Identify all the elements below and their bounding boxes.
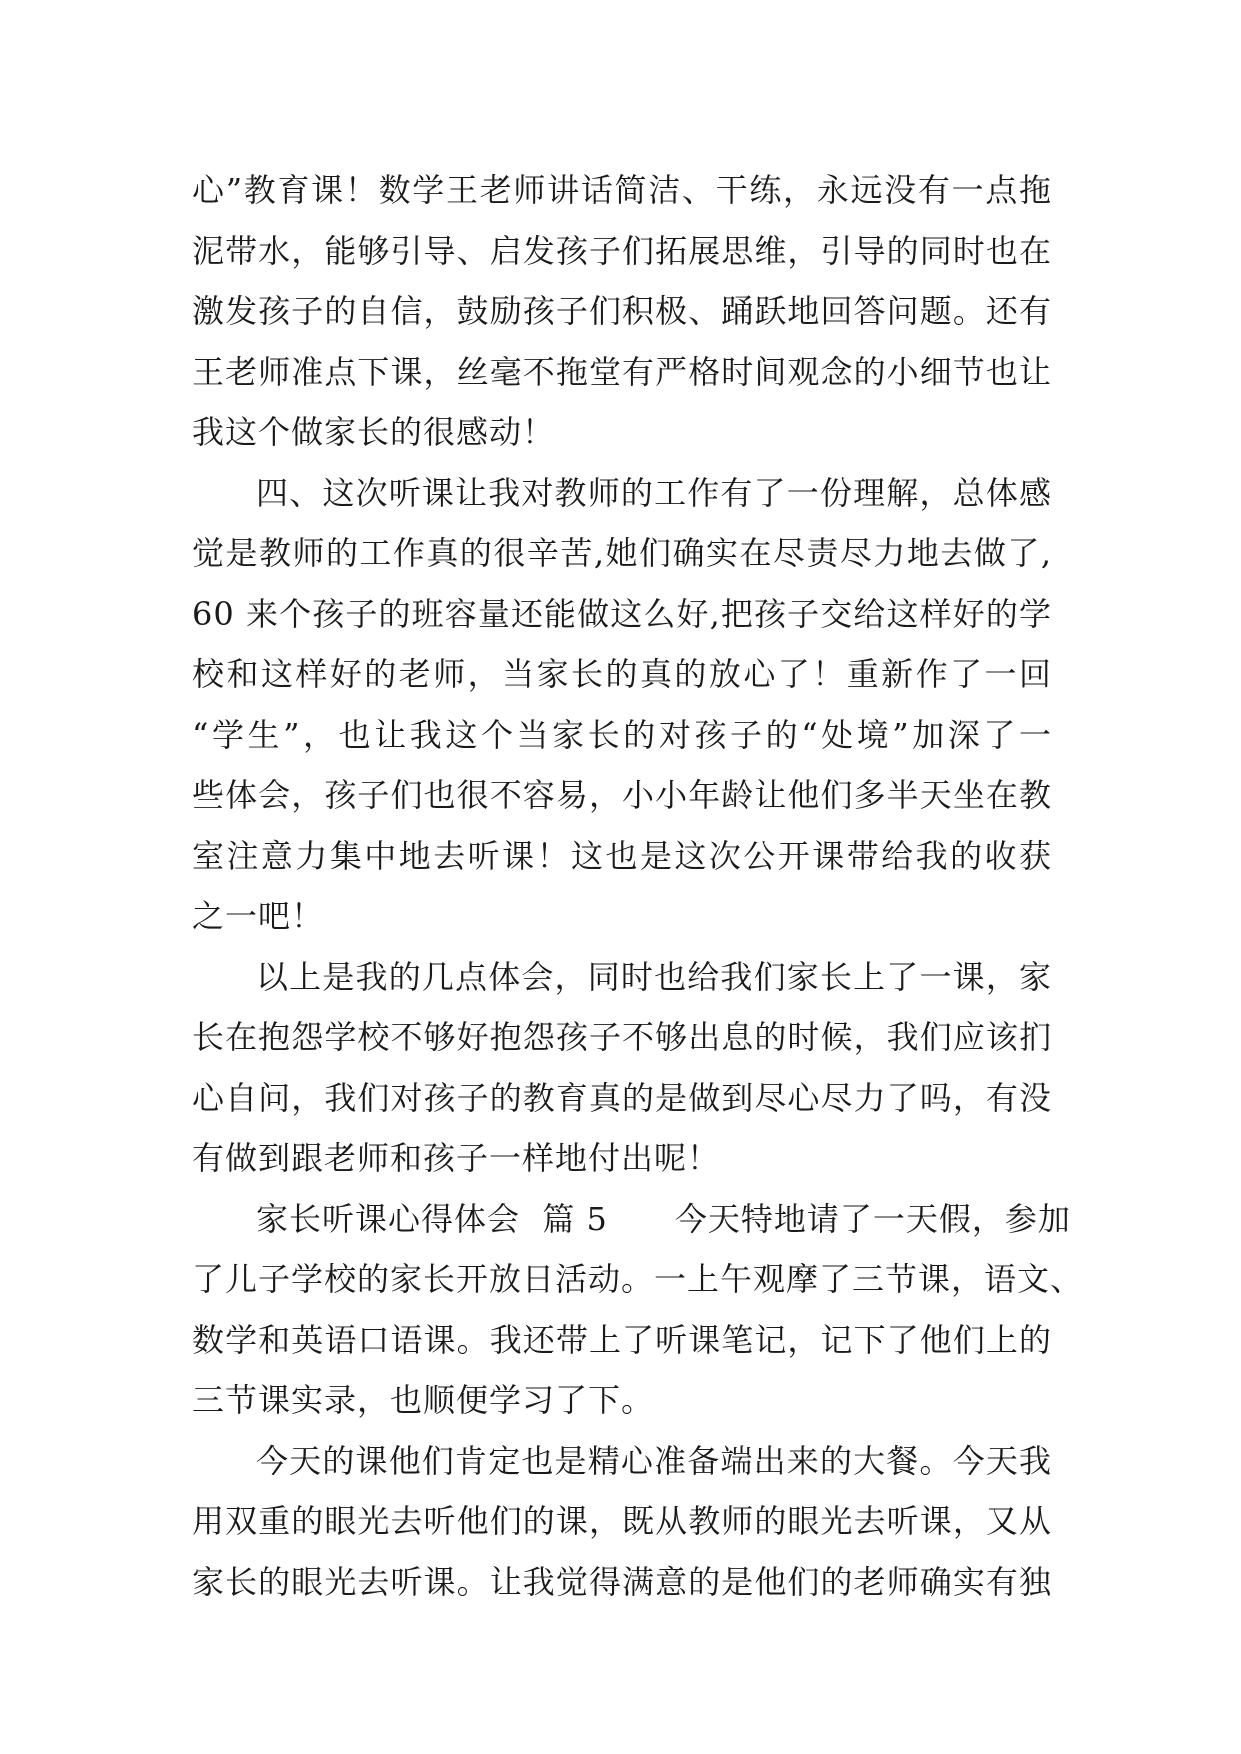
text-line: 了儿子学校的家长开放日活动。一上午观摩了三节课，语文、 [192,1260,1084,1298]
text-line: 60 来个孩子的班容量还能做这么好,把孩子交给这样好的学 [192,594,1052,633]
text-line: 用双重的眼光去听他们的课，既从教师的眼光去听课，又从 [192,1502,1052,1540]
text-line: 数学和英语口语课。我还带上了听课笔记，记下了他们上的 [192,1320,1052,1359]
text-line: 我这个做家长的很感动！ [192,413,556,451]
text-line: “学生”，也让我这个当家长的对孩子的“处境”加深了一 [192,715,1052,754]
text-line: 心自问，我们对孩子的教育真的是做到尽心尽力了吗，有没 [192,1078,1052,1117]
text-line: 有做到跟老师和孩子一样地付出呢！ [192,1139,721,1177]
text-line: 泥带水，能够引导、启发孩子们拓展思维，引导的同时也在 [192,231,1052,270]
text-line: 室注意力集中地去听课！这也是这次公开课带给我的收获 [192,836,1052,875]
text-line: 家长听课心得体会 篇 5 今天特地请了一天假，参加 [256,1199,1071,1238]
text-line: 家长的眼光去听课。让我觉得满意的是他们的老师确实有独 [192,1562,1052,1601]
text-line: 之一吧！ [192,897,325,935]
text-line: 觉是教师的工作真的很辛苦,她们确实在尽责尽力地去做了, [192,534,1052,572]
text-line: 王老师准点下课，丝毫不拖堂有严格时间观念的小细节也让 [192,352,1052,391]
text-line: 长在抱怨学校不够好抱怨孩子不够出息的时候，我们应该扪 [192,1018,1052,1056]
text-line: 今天的课他们肯定也是精心准备端出来的大餐。今天我 [256,1441,1052,1480]
text-line: 四、这次听课让我对教师的工作有了一份理解，总体感 [256,473,1052,512]
text-line: 校和这样好的老师，当家长的真的放心了！重新作了一回 [192,655,1052,693]
text-line: 激发孩子的自信，鼓励孩子们积极、踊跃地回答问题。还有 [192,292,1052,330]
text-line: 心”教育课！数学王老师讲话简洁、干练，永远没有一点拖 [192,171,1052,209]
body-text [192,160,1084,1612]
text-line: 以上是我的几点体会，同时也给我们家长上了一课，家 [256,957,1052,996]
text-line: 三节课实录，也顺便学习了下。 [192,1381,655,1419]
text-line: 些体会，孩子们也很不容易，小小年龄让他们多半天坐在教 [192,776,1052,814]
